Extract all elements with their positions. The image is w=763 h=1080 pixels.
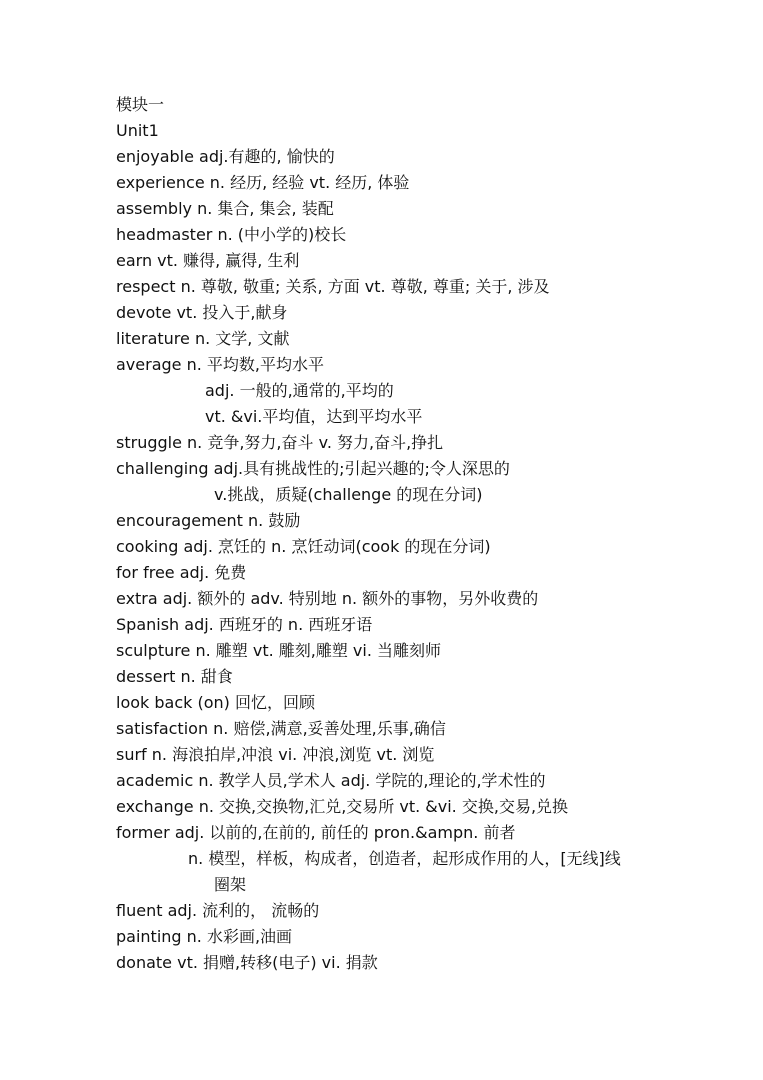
vocab-entry: assembly n. 集合, 集会, 装配 xyxy=(116,199,334,218)
vocab-entry: encouragement n. 鼓励 xyxy=(116,511,301,530)
vocab-entry: look back (on) 回忆，回顾 xyxy=(116,693,315,712)
vocab-entry: donate vt. 捐赠,转移(电子) vi. 捐款 xyxy=(116,953,378,972)
vocab-entry: exchange n. 交换,交换物,汇兑,交易所 vt. &vi. 交换,交易,兑换 xyxy=(116,797,569,816)
vocab-entry: former adj. 以前的,在前的, 前任的 pron.&ampn. 前者 xyxy=(116,823,516,842)
vocab-entry: devote vt. 投入于,献身 xyxy=(116,303,288,322)
vocab-entry: respect n. 尊敬, 敬重; 关系, 方面 vt. 尊敬, 尊重; 关于, 涉及 xyxy=(116,277,550,296)
vocab-entry-continuation: n. 模型，样板，构成者，创造者，起形成作用的人，[无线]线 xyxy=(188,849,621,868)
vocab-entry: struggle n. 竞争,努力,奋斗 v. 努力,奋斗,挣扎 xyxy=(116,433,444,452)
vocab-entry: academic n. 教学人员,学术人 adj. 学院的,理论的,学术性的 xyxy=(116,771,546,790)
vocab-entry: headmaster n. (中小学的)校长 xyxy=(116,225,347,244)
vocab-entry: earn vt. 赚得, 赢得, 生利 xyxy=(116,251,300,270)
vocab-entry-continuation: v.挑战，质疑(challenge 的现在分词) xyxy=(214,485,483,504)
vocab-entry: average n. 平均数,平均水平 xyxy=(116,355,324,374)
vocab-entry: fluent adj. 流利的， 流畅的 xyxy=(116,901,320,920)
module-title: 模块一 xyxy=(116,95,165,114)
vocab-entry: extra adj. 额外的 adv. 特别地 n. 额外的事物，另外收费的 xyxy=(116,589,539,608)
vocab-entry: for free adj. 免费 xyxy=(116,563,247,582)
vocab-entry: satisfaction n. 赔偿,满意,妥善处理,乐事,确信 xyxy=(116,719,446,738)
vocab-entry-continuation: 圈架 xyxy=(214,875,247,894)
vocab-entry: literature n. 文学, 文献 xyxy=(116,329,290,348)
vocab-entry: surf n. 海浪拍岸,冲浪 vi. 冲浪,浏览 vt. 浏览 xyxy=(116,745,435,764)
unit-title: Unit1 xyxy=(116,121,159,140)
vocab-entry: sculpture n. 雕塑 vt. 雕刻,雕塑 vi. 当雕刻师 xyxy=(116,641,442,660)
vocab-entry: Spanish adj. 西班牙的 n. 西班牙语 xyxy=(116,615,373,634)
vocab-entry: challenging adj.具有挑战性的;引起兴趣的;令人深思的 xyxy=(116,459,510,478)
vocab-entry: painting n. 水彩画,油画 xyxy=(116,927,293,946)
vocab-entry-continuation: vt. &vi.平均值，达到平均水平 xyxy=(205,407,423,426)
vocab-entry: cooking adj. 烹饪的 n. 烹饪动词(cook 的现在分词) xyxy=(116,537,491,556)
vocab-entry: dessert n. 甜食 xyxy=(116,667,233,686)
vocab-entry: enjoyable adj.有趣的, 愉快的 xyxy=(116,147,335,166)
vocab-entry-continuation: adj. 一般的,通常的,平均的 xyxy=(205,381,394,400)
vocab-entry: experience n. 经历, 经验 vt. 经历, 体验 xyxy=(116,173,410,192)
